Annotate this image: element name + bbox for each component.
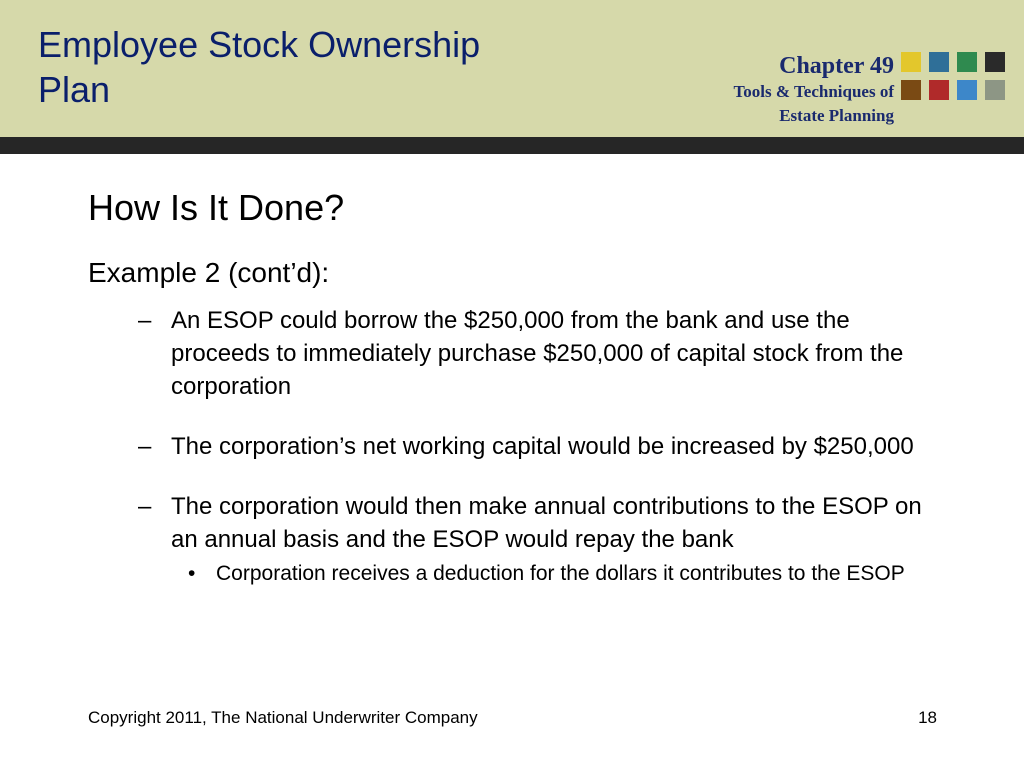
sub-bullet-text: Corporation receives a deduction for the dollars it contributes to the ESOP — [216, 562, 905, 585]
square-4 — [985, 52, 1005, 72]
bullet-item — [138, 490, 938, 588]
dot-marker: • — [188, 562, 196, 585]
page-number: 18 — [918, 708, 937, 727]
slide-subheading: Example 2 (cont’d): — [88, 257, 330, 288]
square-5 — [901, 80, 921, 100]
decorative-squares — [901, 52, 1009, 104]
deck-title-line1: Employee Stock Ownership — [38, 24, 481, 65]
dash-marker: – — [138, 307, 152, 334]
square-7 — [957, 80, 977, 100]
bullet-text: The corporation would then make annual contributions to the ESOP on an annual basis and the ESOP would repay the bank — [171, 493, 922, 553]
header-divider — [0, 137, 1024, 154]
bullet-text: An ESOP could borrow the $250,000 from the bank and use the proceeds to immediately purchase $250,000 of capital stock from the corporation — [171, 307, 904, 400]
chapter-block — [734, 52, 894, 128]
sub-bullet-item — [188, 560, 916, 588]
dash-marker: – — [138, 433, 152, 460]
dash-marker: – — [138, 493, 152, 520]
deck-title-line2: Plan — [38, 69, 111, 110]
book-title-line2: Estate Planning — [779, 106, 894, 125]
square-1 — [901, 52, 921, 72]
header-band — [0, 0, 1024, 137]
sub-bullet-list — [171, 560, 938, 588]
deck-title — [38, 22, 598, 112]
chapter-label: Chapter 49 — [779, 53, 894, 79]
square-3 — [957, 52, 977, 72]
square-2 — [929, 52, 949, 72]
bullet-item — [138, 304, 938, 403]
square-6 — [929, 80, 949, 100]
square-8 — [985, 80, 1005, 100]
book-title-line1: Tools & Techniques of — [733, 82, 894, 101]
bullet-item — [138, 430, 938, 463]
bullet-text: The corporation’s net working capital would be increased by $250,000 — [171, 433, 914, 460]
slide-heading: How Is It Done? — [88, 187, 345, 228]
footer-copyright: Copyright 2011, The National Underwriter Company — [88, 708, 478, 727]
bullet-list — [138, 304, 938, 588]
